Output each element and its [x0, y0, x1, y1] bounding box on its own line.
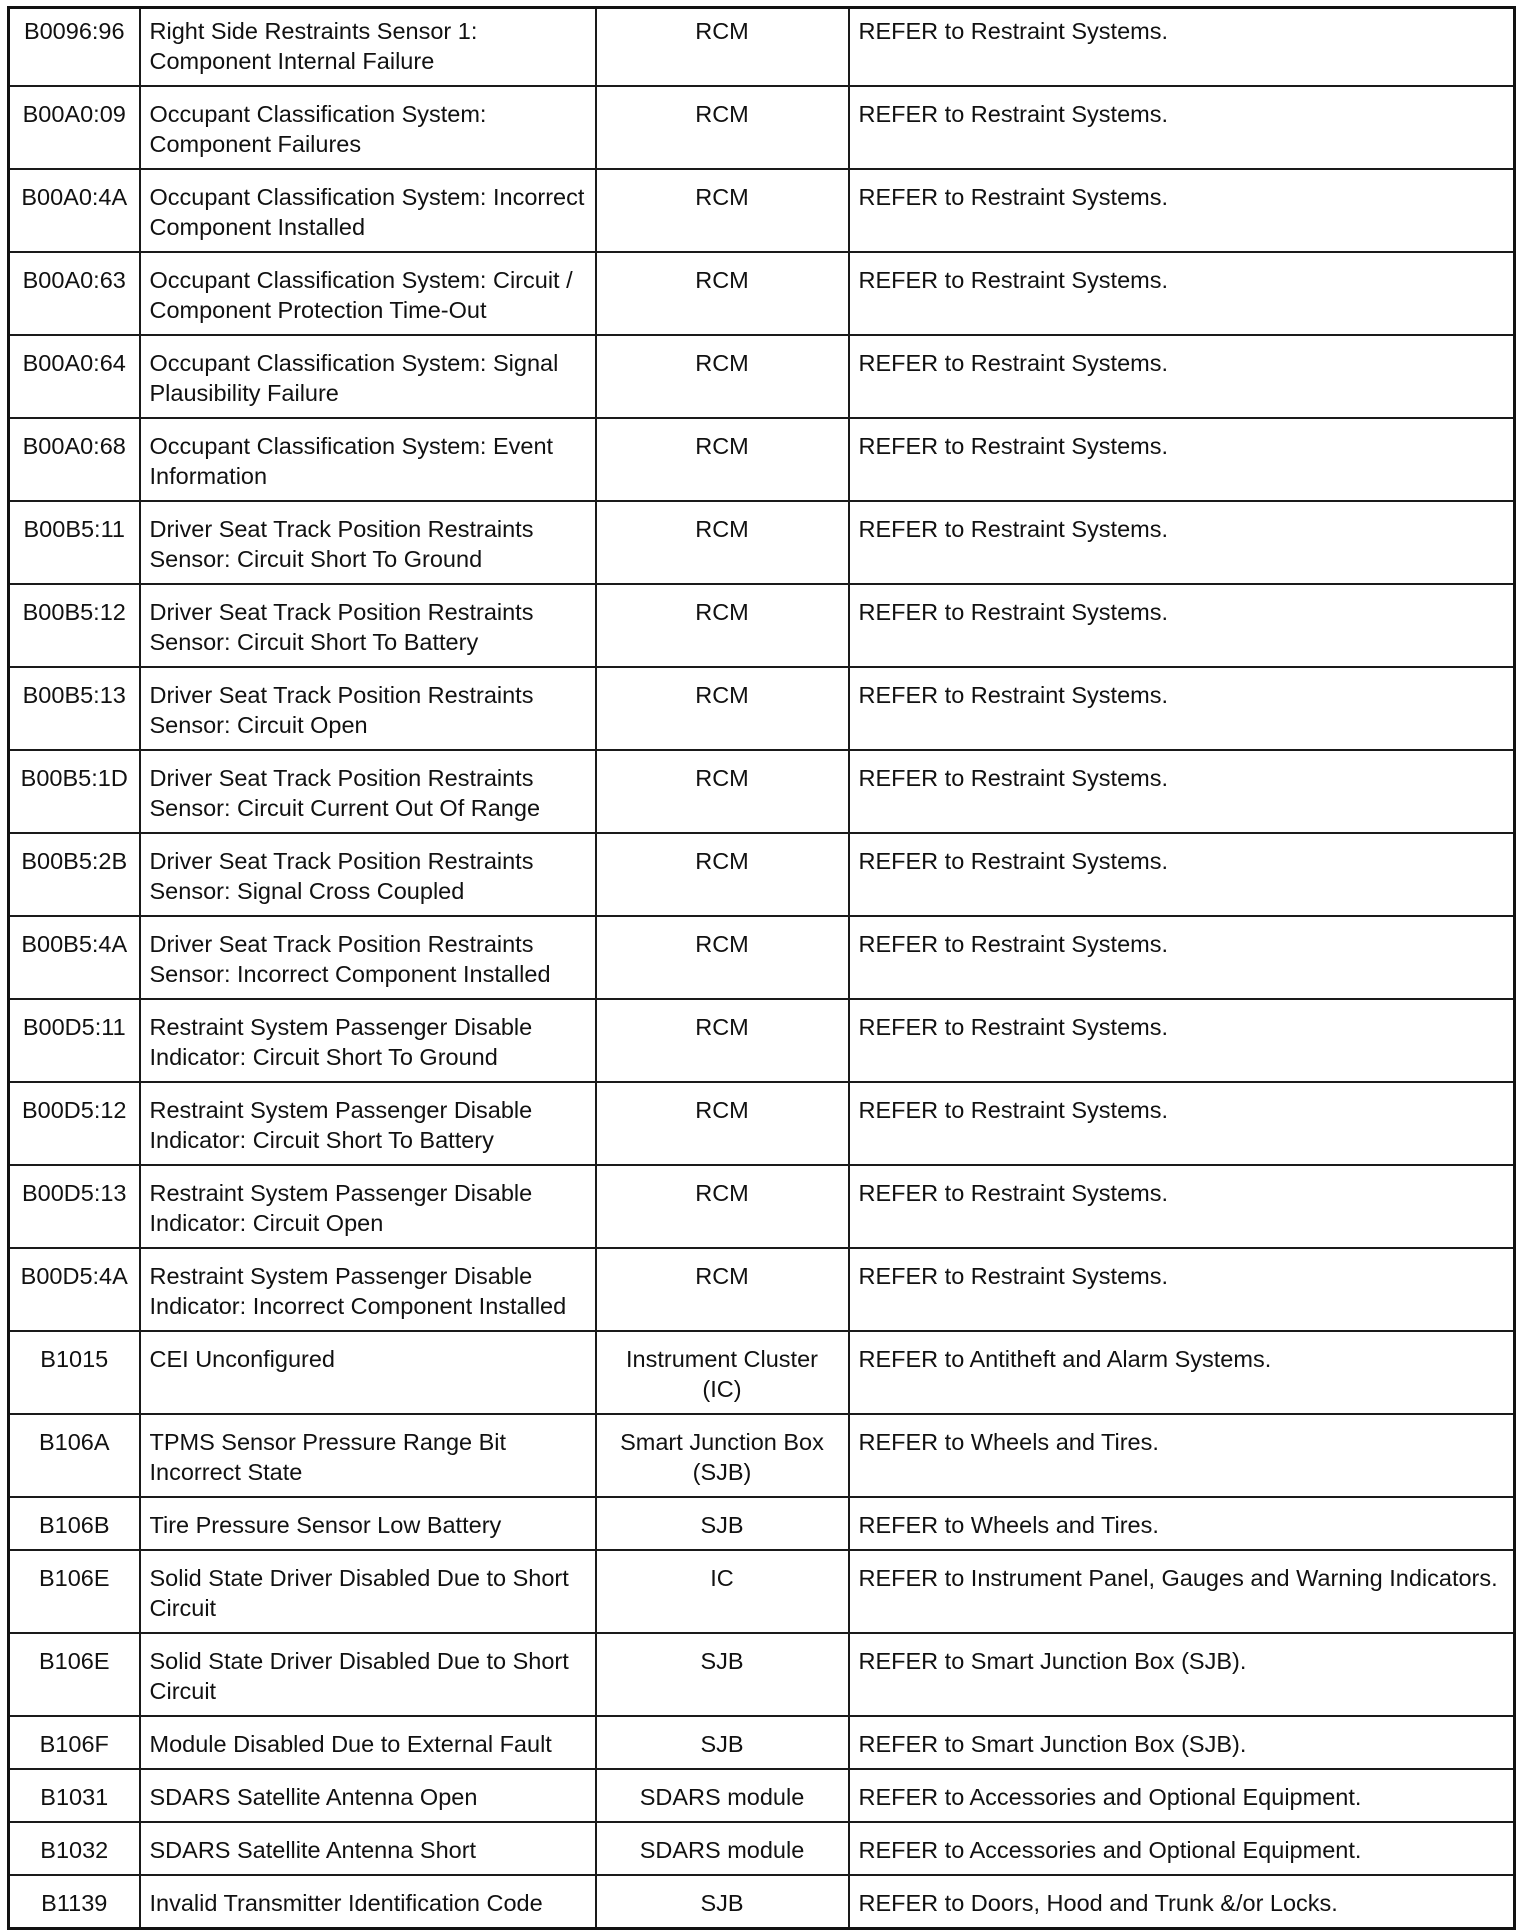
dtc-module-cell: Smart Junction Box (SJB): [596, 1414, 849, 1497]
dtc-description-cell: Driver Seat Track Position Restraints Sensor: Circuit Current Out Of Range: [140, 750, 596, 833]
dtc-description-cell: Occupant Classification System: Component Failures: [140, 86, 596, 169]
dtc-description-cell: Driver Seat Track Position Restraints Sensor: Circuit Short To Ground: [140, 501, 596, 584]
table-row: [9, 833, 1515, 916]
dtc-description-cell: Restraint System Passenger Disable Indicator: Circuit Open: [140, 1165, 596, 1248]
table-row: [9, 418, 1515, 501]
table-row: [9, 86, 1515, 169]
dtc-code-cell: B00D5:4A: [9, 1248, 140, 1331]
dtc-action-cell: REFER to Restraint Systems.: [849, 750, 1515, 833]
table-row: [9, 1769, 1515, 1822]
dtc-module-cell: RCM: [596, 916, 849, 999]
dtc-action-cell: REFER to Restraint Systems.: [849, 1082, 1515, 1165]
dtc-description-cell: SDARS Satellite Antenna Short: [140, 1822, 596, 1875]
dtc-description-cell: Driver Seat Track Position Restraints Sensor: Circuit Open: [140, 667, 596, 750]
table-row: [9, 501, 1515, 584]
dtc-module-cell: SJB: [596, 1633, 849, 1716]
dtc-code-cell: B106E: [9, 1633, 140, 1716]
dtc-module-cell: SJB: [596, 1497, 849, 1550]
dtc-module-cell: RCM: [596, 833, 849, 916]
table-row: [9, 1248, 1515, 1331]
dtc-module-cell: Instrument Cluster (IC): [596, 1331, 849, 1414]
dtc-code-cell: B0096:96: [9, 8, 140, 87]
dtc-code-cell: B106A: [9, 1414, 140, 1497]
dtc-action-cell: REFER to Restraint Systems.: [849, 252, 1515, 335]
dtc-code-cell: B00B5:13: [9, 667, 140, 750]
dtc-description-cell: Driver Seat Track Position Restraints Sensor: Circuit Short To Battery: [140, 584, 596, 667]
table-row: [9, 1875, 1515, 1929]
dtc-action-cell: REFER to Restraint Systems.: [849, 1165, 1515, 1248]
dtc-action-cell: REFER to Restraint Systems.: [849, 1248, 1515, 1331]
table-row: [9, 750, 1515, 833]
dtc-document-page: [7, 6, 1513, 1930]
dtc-module-cell: RCM: [596, 1165, 849, 1248]
dtc-module-cell: IC: [596, 1550, 849, 1633]
dtc-module-cell: RCM: [596, 1082, 849, 1165]
dtc-description-cell: Invalid Transmitter Identification Code: [140, 1875, 596, 1929]
dtc-module-cell: SDARS module: [596, 1769, 849, 1822]
dtc-module-cell: RCM: [596, 252, 849, 335]
dtc-module-cell: RCM: [596, 501, 849, 584]
dtc-action-cell: REFER to Restraint Systems.: [849, 833, 1515, 916]
table-row: [9, 1550, 1515, 1633]
dtc-description-cell: Restraint System Passenger Disable Indicator: Circuit Short To Battery: [140, 1082, 596, 1165]
dtc-description-cell: Solid State Driver Disabled Due to Short Circuit: [140, 1633, 596, 1716]
dtc-action-cell: REFER to Accessories and Optional Equipment.: [849, 1822, 1515, 1875]
dtc-code-cell: B00D5:11: [9, 999, 140, 1082]
table-row: [9, 1497, 1515, 1550]
dtc-action-cell: REFER to Restraint Systems.: [849, 584, 1515, 667]
table-row: [9, 1414, 1515, 1497]
dtc-table: [7, 6, 1516, 1930]
dtc-code-cell: B106F: [9, 1716, 140, 1769]
table-row: [9, 667, 1515, 750]
dtc-module-cell: RCM: [596, 584, 849, 667]
dtc-code-cell: B00A0:68: [9, 418, 140, 501]
dtc-action-cell: REFER to Instrument Panel, Gauges and Warning Indicators.: [849, 1550, 1515, 1633]
dtc-code-cell: B00B5:12: [9, 584, 140, 667]
dtc-module-cell: RCM: [596, 169, 849, 252]
dtc-action-cell: REFER to Smart Junction Box (SJB).: [849, 1633, 1515, 1716]
dtc-description-cell: Right Side Restraints Sensor 1: Component Internal Failure: [140, 8, 596, 87]
dtc-description-cell: Restraint System Passenger Disable Indicator: Circuit Short To Ground: [140, 999, 596, 1082]
dtc-description-cell: Occupant Classification System: Signal Plausibility Failure: [140, 335, 596, 418]
table-row: [9, 1331, 1515, 1414]
dtc-action-cell: REFER to Accessories and Optional Equipment.: [849, 1769, 1515, 1822]
dtc-action-cell: REFER to Restraint Systems.: [849, 8, 1515, 87]
dtc-action-cell: REFER to Smart Junction Box (SJB).: [849, 1716, 1515, 1769]
dtc-module-cell: RCM: [596, 8, 849, 87]
dtc-module-cell: RCM: [596, 750, 849, 833]
dtc-description-cell: Occupant Classification System: Incorrect Component Installed: [140, 169, 596, 252]
dtc-action-cell: REFER to Restraint Systems.: [849, 999, 1515, 1082]
dtc-code-cell: B106E: [9, 1550, 140, 1633]
table-row: [9, 335, 1515, 418]
dtc-module-cell: SJB: [596, 1875, 849, 1929]
dtc-action-cell: REFER to Restraint Systems.: [849, 916, 1515, 999]
dtc-action-cell: REFER to Restraint Systems.: [849, 418, 1515, 501]
table-row: [9, 584, 1515, 667]
dtc-description-cell: Occupant Classification System: Circuit / Component Protection Time-Out: [140, 252, 596, 335]
table-row: [9, 8, 1515, 87]
dtc-code-cell: B106B: [9, 1497, 140, 1550]
dtc-module-cell: RCM: [596, 86, 849, 169]
dtc-description-cell: Driver Seat Track Position Restraints Sensor: Signal Cross Coupled: [140, 833, 596, 916]
dtc-table-body: [9, 8, 1515, 1929]
dtc-description-cell: Solid State Driver Disabled Due to Short Circuit: [140, 1550, 596, 1633]
dtc-code-cell: B00A0:09: [9, 86, 140, 169]
dtc-description-cell: SDARS Satellite Antenna Open: [140, 1769, 596, 1822]
table-row: [9, 1633, 1515, 1716]
dtc-description-cell: Restraint System Passenger Disable Indicator: Incorrect Component Installed: [140, 1248, 596, 1331]
dtc-code-cell: B00A0:64: [9, 335, 140, 418]
dtc-description-cell: Module Disabled Due to External Fault: [140, 1716, 596, 1769]
dtc-action-cell: REFER to Restraint Systems.: [849, 86, 1515, 169]
dtc-action-cell: REFER to Doors, Hood and Trunk &/or Locks.: [849, 1875, 1515, 1929]
dtc-module-cell: RCM: [596, 335, 849, 418]
dtc-code-cell: B00B5:2B: [9, 833, 140, 916]
dtc-code-cell: B00D5:12: [9, 1082, 140, 1165]
dtc-action-cell: REFER to Wheels and Tires.: [849, 1497, 1515, 1550]
dtc-action-cell: REFER to Restraint Systems.: [849, 335, 1515, 418]
dtc-code-cell: B00B5:1D: [9, 750, 140, 833]
dtc-action-cell: REFER to Restraint Systems.: [849, 667, 1515, 750]
dtc-description-cell: Driver Seat Track Position Restraints Sensor: Incorrect Component Installed: [140, 916, 596, 999]
dtc-module-cell: SJB: [596, 1716, 849, 1769]
dtc-module-cell: RCM: [596, 999, 849, 1082]
table-row: [9, 1716, 1515, 1769]
table-row: [9, 1822, 1515, 1875]
dtc-code-cell: B1015: [9, 1331, 140, 1414]
dtc-action-cell: REFER to Restraint Systems.: [849, 501, 1515, 584]
dtc-code-cell: B00A0:63: [9, 252, 140, 335]
table-row: [9, 252, 1515, 335]
dtc-action-cell: REFER to Wheels and Tires.: [849, 1414, 1515, 1497]
dtc-description-cell: Occupant Classification System: Event Information: [140, 418, 596, 501]
dtc-module-cell: RCM: [596, 667, 849, 750]
dtc-module-cell: SDARS module: [596, 1822, 849, 1875]
table-row: [9, 999, 1515, 1082]
table-row: [9, 1082, 1515, 1165]
dtc-code-cell: B1031: [9, 1769, 140, 1822]
dtc-module-cell: RCM: [596, 418, 849, 501]
dtc-code-cell: B00A0:4A: [9, 169, 140, 252]
dtc-action-cell: REFER to Antitheft and Alarm Systems.: [849, 1331, 1515, 1414]
dtc-code-cell: B1139: [9, 1875, 140, 1929]
dtc-description-cell: TPMS Sensor Pressure Range Bit Incorrect State: [140, 1414, 596, 1497]
table-row: [9, 916, 1515, 999]
table-row: [9, 1165, 1515, 1248]
dtc-action-cell: REFER to Restraint Systems.: [849, 169, 1515, 252]
dtc-module-cell: RCM: [596, 1248, 849, 1331]
dtc-description-cell: Tire Pressure Sensor Low Battery: [140, 1497, 596, 1550]
dtc-code-cell: B1032: [9, 1822, 140, 1875]
dtc-code-cell: B00B5:11: [9, 501, 140, 584]
dtc-code-cell: B00D5:13: [9, 1165, 140, 1248]
dtc-description-cell: CEI Unconfigured: [140, 1331, 596, 1414]
table-row: [9, 169, 1515, 252]
dtc-code-cell: B00B5:4A: [9, 916, 140, 999]
